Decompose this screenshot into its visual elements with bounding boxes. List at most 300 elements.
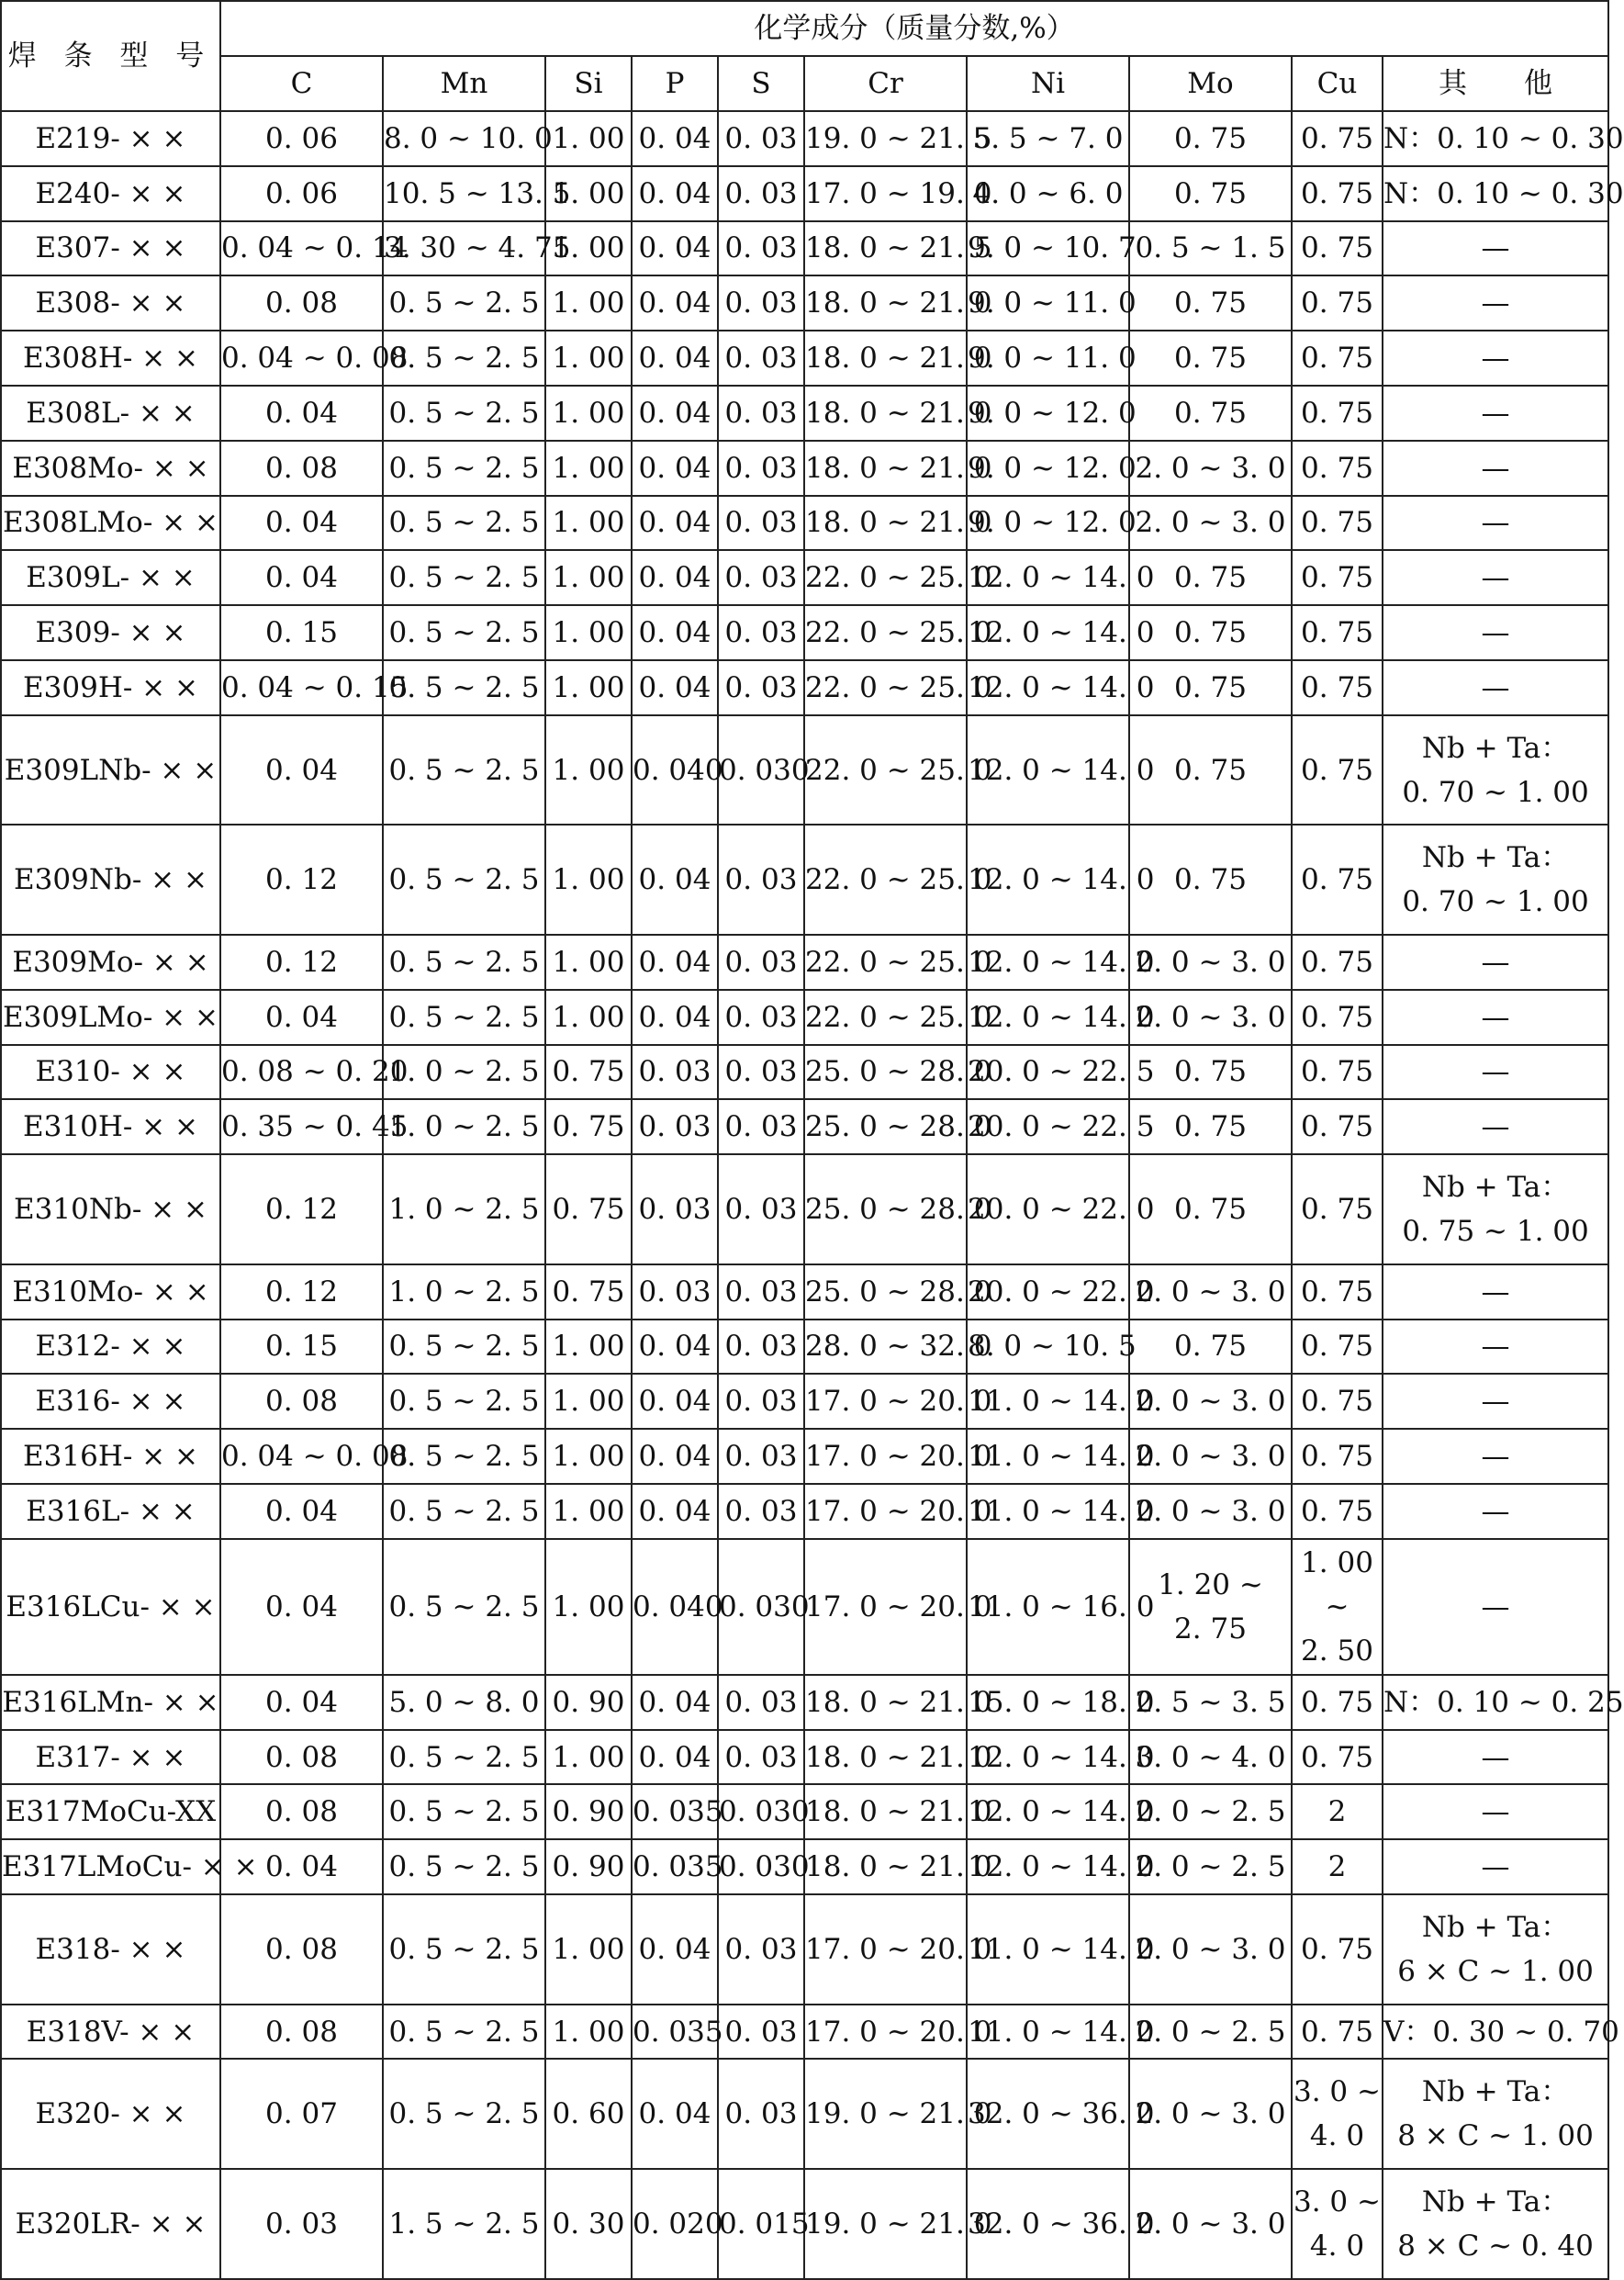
- cell-p: 0. 04: [632, 990, 718, 1045]
- cell-ni: 12. 0 ~ 14. 0: [967, 605, 1129, 660]
- cell-cu: 0. 75: [1292, 660, 1383, 715]
- cell-s: 0. 03: [718, 990, 804, 1045]
- table-body: [1, 111, 1624, 2279]
- cell-ni: 9. 0 ~ 12. 0: [967, 441, 1129, 496]
- cell-ni: 11. 0 ~ 16. 0: [967, 1539, 1129, 1675]
- header-element-cr: Cr: [804, 56, 967, 111]
- cell-cr: 17. 0 ~ 20. 0: [804, 1539, 967, 1675]
- cell-model: E308Mo- × ×: [1, 441, 220, 496]
- cell-model: E316L- × ×: [1, 1484, 220, 1539]
- cell-si: 1. 00: [545, 1374, 632, 1429]
- cell-s: 0. 03: [718, 2005, 804, 2060]
- cell-cu: 0. 75: [1292, 605, 1383, 660]
- table-row: [1, 660, 1608, 715]
- header-model: 焊 条 型 号: [1, 1, 220, 111]
- cell-c: 0. 03: [220, 2169, 383, 2279]
- cell-mo: 0. 75: [1129, 605, 1292, 660]
- cell-p: 0. 04: [632, 275, 718, 331]
- cell-mn: 0. 5 ~ 2. 5: [383, 550, 545, 605]
- cell-si: 1. 00: [545, 331, 632, 386]
- cell-mo: 0. 75: [1129, 331, 1292, 386]
- table-row: [1, 2059, 1608, 2169]
- cell-other: —: [1383, 1099, 1608, 1154]
- cell-cr: 17. 0 ~ 20. 0: [804, 1374, 967, 1429]
- cell-mn: 1. 5 ~ 2. 5: [383, 2169, 545, 2279]
- table-row: [1, 331, 1608, 386]
- cell-mo: 0. 75: [1129, 550, 1292, 605]
- cell-ni: 20. 0 ~ 22. 5: [967, 1099, 1129, 1154]
- cell-model: E310Nb- × ×: [1, 1154, 220, 1264]
- cell-mn: 0. 5 ~ 2. 5: [383, 605, 545, 660]
- cell-s: 0. 03: [718, 1429, 804, 1484]
- table-row: [1, 715, 1608, 826]
- cell-cr: 22. 0 ~ 25. 0: [804, 935, 967, 990]
- cell-cr: 22. 0 ~ 25. 0: [804, 660, 967, 715]
- table-row: [1, 550, 1608, 605]
- cell-mo: 2. 0 ~ 3. 0: [1129, 441, 1292, 496]
- cell-other: —: [1383, 1784, 1608, 1839]
- cell-ni: 20. 0 ~ 22. 5: [967, 1045, 1129, 1100]
- cell-si: 0. 90: [545, 1784, 632, 1839]
- cell-mn: 0. 5 ~ 2. 5: [383, 715, 545, 826]
- cell-s: 0. 030: [718, 715, 804, 826]
- cell-c: 0. 08: [220, 275, 383, 331]
- cell-ni: 9. 0 ~ 11. 0: [967, 275, 1129, 331]
- cell-mn: 0. 5 ~ 2. 5: [383, 1320, 545, 1375]
- header-element-c: C: [220, 56, 383, 111]
- cell-model: E317MoCu-XX: [1, 1784, 220, 1839]
- cell-p: 0. 04: [632, 221, 718, 276]
- cell-c: 0. 04: [220, 715, 383, 826]
- cell-c: 0. 08: [220, 1730, 383, 1785]
- cell-ni: 15. 0 ~ 18. 0: [967, 1675, 1129, 1730]
- cell-cu: 0. 75: [1292, 1374, 1383, 1429]
- table-row: [1, 1784, 1608, 1839]
- table-row: [1, 386, 1608, 441]
- cell-p: 0. 04: [632, 550, 718, 605]
- cell-mo: 1. 20 ~ 2. 75: [1129, 1539, 1292, 1675]
- cell-cr: 18. 0 ~ 21. 0: [804, 1730, 967, 1785]
- cell-si: 1. 00: [545, 111, 632, 166]
- cell-cu: 3. 0 ~ 4. 0: [1292, 2059, 1383, 2169]
- table-row: [1, 1320, 1608, 1375]
- cell-mo: 0. 75: [1129, 1154, 1292, 1264]
- table-row: [1, 1429, 1608, 1484]
- cell-c: 0. 04: [220, 1839, 383, 1894]
- cell-mo: 2. 5 ~ 3. 5: [1129, 1675, 1292, 1730]
- cell-mo: 2. 0 ~ 3. 0: [1129, 2059, 1292, 2169]
- cell-other: Nb + Ta： 6 × C ~ 1. 00: [1383, 1894, 1608, 2005]
- cell-s: 0. 03: [718, 1675, 804, 1730]
- cell-other: —: [1383, 605, 1608, 660]
- cell-other: —: [1383, 386, 1608, 441]
- cell-model: E316LMn- × ×: [1, 1675, 220, 1730]
- cell-cr: 18. 0 ~ 21. 5: [804, 221, 967, 276]
- cell-mn: 0. 5 ~ 2. 5: [383, 1374, 545, 1429]
- cell-s: 0. 03: [718, 1099, 804, 1154]
- cell-cu: 0. 75: [1292, 715, 1383, 826]
- cell-si: 1. 00: [545, 2005, 632, 2060]
- cell-si: 0. 90: [545, 1839, 632, 1894]
- cell-s: 0. 03: [718, 386, 804, 441]
- cell-mo: 2. 0 ~ 2. 5: [1129, 1839, 1292, 1894]
- cell-p: 0. 04: [632, 111, 718, 166]
- cell-other: Nb + Ta： 0. 70 ~ 1. 00: [1383, 825, 1608, 935]
- cell-si: 1. 00: [545, 715, 632, 826]
- cell-model: E310Mo- × ×: [1, 1264, 220, 1320]
- cell-cr: 17. 0 ~ 20. 0: [804, 2005, 967, 2060]
- cell-cr: 22. 0 ~ 25. 0: [804, 990, 967, 1045]
- cell-mn: 5. 0 ~ 8. 0: [383, 1675, 545, 1730]
- cell-si: 0. 60: [545, 2059, 632, 2169]
- cell-p: 0. 03: [632, 1045, 718, 1100]
- cell-si: 1. 00: [545, 660, 632, 715]
- table-row: [1, 1374, 1608, 1429]
- cell-other: —: [1383, 1264, 1608, 1320]
- cell-mn: 0. 5 ~ 2. 5: [383, 1730, 545, 1785]
- cell-mn: 10. 5 ~ 13. 5: [383, 166, 545, 221]
- cell-s: 0. 03: [718, 166, 804, 221]
- header-element-si: Si: [545, 56, 632, 111]
- cell-ni: 11. 0 ~ 14. 0: [967, 1429, 1129, 1484]
- cell-si: 1. 00: [545, 1539, 632, 1675]
- cell-other: —: [1383, 221, 1608, 276]
- cell-c: 0. 04: [220, 990, 383, 1045]
- cell-c: 0. 15: [220, 1320, 383, 1375]
- cell-other: Nb + Ta： 8 × C ~ 0. 40: [1383, 2169, 1608, 2279]
- cell-si: 1. 00: [545, 166, 632, 221]
- cell-p: 0. 020: [632, 2169, 718, 2279]
- cell-s: 0. 03: [718, 1374, 804, 1429]
- cell-p: 0. 03: [632, 1154, 718, 1264]
- cell-cr: 17. 0 ~ 20. 0: [804, 1429, 967, 1484]
- cell-model: E309LMo- × ×: [1, 990, 220, 1045]
- cell-cu: 0. 75: [1292, 496, 1383, 551]
- cell-cu: 0. 75: [1292, 1264, 1383, 1320]
- cell-s: 0. 03: [718, 275, 804, 331]
- cell-si: 1. 00: [545, 1320, 632, 1375]
- cell-other: —: [1383, 550, 1608, 605]
- cell-c: 0. 07: [220, 2059, 383, 2169]
- table-row: [1, 2169, 1608, 2279]
- cell-mo: 3. 0 ~ 4. 0: [1129, 1730, 1292, 1785]
- cell-model: E317LMoCu- × ×: [1, 1839, 220, 1894]
- table-row: [1, 1539, 1608, 1675]
- table-row: [1, 496, 1608, 551]
- cell-p: 0. 04: [632, 1429, 718, 1484]
- cell-mo: 2. 0 ~ 2. 5: [1129, 1784, 1292, 1839]
- cell-cu: 3. 0 ~ 4. 0: [1292, 2169, 1383, 2279]
- cell-model: E309Nb- × ×: [1, 825, 220, 935]
- cell-mo: 0. 75: [1129, 1320, 1292, 1375]
- cell-si: 0. 75: [545, 1264, 632, 1320]
- cell-model: E309LNb- × ×: [1, 715, 220, 826]
- cell-cr: 18. 0 ~ 21. 0: [804, 1784, 967, 1839]
- cell-cr: 22. 0 ~ 25. 0: [804, 605, 967, 660]
- cell-s: 0. 03: [718, 660, 804, 715]
- cell-c: 0. 12: [220, 935, 383, 990]
- cell-ni: 12. 0 ~ 14. 0: [967, 935, 1129, 990]
- cell-c: 0. 04: [220, 1675, 383, 1730]
- cell-mn: 1. 0 ~ 2. 5: [383, 1264, 545, 1320]
- cell-c: 0. 04: [220, 386, 383, 441]
- cell-other: —: [1383, 1539, 1608, 1675]
- cell-mn: 0. 5 ~ 2. 5: [383, 2005, 545, 2060]
- header-element-cu: Cu: [1292, 56, 1383, 111]
- cell-p: 0. 04: [632, 166, 718, 221]
- cell-cr: 17. 0 ~ 20. 0: [804, 1484, 967, 1539]
- cell-c: 0. 08: [220, 2005, 383, 2060]
- table-row: [1, 221, 1608, 276]
- cell-c: 0. 12: [220, 1154, 383, 1264]
- cell-ni: 12. 0 ~ 14. 0: [967, 660, 1129, 715]
- cell-mn: 0. 5 ~ 2. 5: [383, 2059, 545, 2169]
- cell-cu: 0. 75: [1292, 1675, 1383, 1730]
- cell-si: 1. 00: [545, 441, 632, 496]
- cell-s: 0. 030: [718, 1839, 804, 1894]
- cell-mn: 8. 0 ~ 10. 0: [383, 111, 545, 166]
- cell-ni: 9. 0 ~ 10. 7: [967, 221, 1129, 276]
- cell-p: 0. 04: [632, 660, 718, 715]
- cell-mo: 0. 75: [1129, 660, 1292, 715]
- cell-cu: 0. 75: [1292, 1484, 1383, 1539]
- table-row: [1, 1675, 1608, 1730]
- cell-p: 0. 04: [632, 441, 718, 496]
- cell-si: 1. 00: [545, 605, 632, 660]
- cell-model: E308LMo- × ×: [1, 496, 220, 551]
- cell-cr: 18. 0 ~ 21. 0: [804, 275, 967, 331]
- cell-s: 0. 03: [718, 221, 804, 276]
- cell-mo: 2. 0 ~ 3. 0: [1129, 1894, 1292, 2005]
- table-row: [1, 441, 1608, 496]
- cell-si: 1. 00: [545, 935, 632, 990]
- cell-mn: 0. 5 ~ 2. 5: [383, 1894, 545, 2005]
- header-element-other: 其 他: [1383, 56, 1608, 111]
- cell-s: 0. 03: [718, 1264, 804, 1320]
- cell-si: 1. 00: [545, 550, 632, 605]
- cell-si: 0. 75: [545, 1099, 632, 1154]
- cell-cr: 18. 0 ~ 21. 0: [804, 441, 967, 496]
- cell-cr: 18. 0 ~ 21. 0: [804, 1675, 967, 1730]
- cell-si: 1. 00: [545, 1484, 632, 1539]
- cell-ni: 11. 0 ~ 14. 0: [967, 1374, 1129, 1429]
- cell-model: E307- × ×: [1, 221, 220, 276]
- cell-c: 0. 04 ~ 0. 08: [220, 331, 383, 386]
- header-element-ni: Ni: [967, 56, 1129, 111]
- cell-s: 0. 03: [718, 1730, 804, 1785]
- cell-mo: 0. 75: [1129, 275, 1292, 331]
- cell-model: E219- × ×: [1, 111, 220, 166]
- table-row: [1, 1894, 1608, 2005]
- table-row: [1, 111, 1608, 166]
- cell-model: E309H- × ×: [1, 660, 220, 715]
- cell-s: 0. 03: [718, 1154, 804, 1264]
- cell-cu: 1. 00 ~ 2. 50: [1292, 1539, 1383, 1675]
- cell-s: 0. 03: [718, 1320, 804, 1375]
- cell-other: —: [1383, 1839, 1608, 1894]
- cell-mn: 0. 5 ~ 2. 5: [383, 275, 545, 331]
- cell-model: E316H- × ×: [1, 1429, 220, 1484]
- cell-c: 0. 04: [220, 550, 383, 605]
- cell-mn: 0. 5 ~ 2. 5: [383, 331, 545, 386]
- table-row: [1, 1099, 1608, 1154]
- cell-mo: 0. 75: [1129, 111, 1292, 166]
- cell-cu: 0. 75: [1292, 1730, 1383, 1785]
- cell-ni: 9. 0 ~ 12. 0: [967, 496, 1129, 551]
- cell-cu: 0. 75: [1292, 166, 1383, 221]
- header-element-mo: Mo: [1129, 56, 1292, 111]
- cell-mn: 1. 0 ~ 2. 5: [383, 1045, 545, 1100]
- cell-cr: 18. 0 ~ 21. 0: [804, 386, 967, 441]
- cell-mn: 0. 5 ~ 2. 5: [383, 386, 545, 441]
- cell-p: 0. 04: [632, 1320, 718, 1375]
- cell-ni: 32. 0 ~ 36. 0: [967, 2169, 1129, 2279]
- cell-s: 0. 03: [718, 1045, 804, 1100]
- table-header: [1, 1, 1608, 111]
- cell-s: 0. 03: [718, 825, 804, 935]
- cell-model: E310H- × ×: [1, 1099, 220, 1154]
- cell-cu: 0. 75: [1292, 1045, 1383, 1100]
- cell-c: 0. 04 ~ 0. 15: [220, 660, 383, 715]
- cell-ni: 20. 0 ~ 22. 0: [967, 1154, 1129, 1264]
- cell-mn: 0. 5 ~ 2. 5: [383, 496, 545, 551]
- table-row: [1, 2005, 1608, 2060]
- cell-cu: 0. 75: [1292, 1154, 1383, 1264]
- cell-mo: 0. 75: [1129, 825, 1292, 935]
- cell-ni: 12. 0 ~ 14. 0: [967, 715, 1129, 826]
- cell-c: 0. 04 ~ 0. 14: [220, 221, 383, 276]
- cell-ni: 32. 0 ~ 36. 0: [967, 2059, 1129, 2169]
- cell-s: 0. 03: [718, 111, 804, 166]
- cell-mo: 2. 0 ~ 3. 0: [1129, 935, 1292, 990]
- cell-mo: 2. 0 ~ 3. 0: [1129, 1374, 1292, 1429]
- cell-p: 0. 04: [632, 331, 718, 386]
- cell-ni: 4. 0 ~ 6. 0: [967, 166, 1129, 221]
- cell-p: 0. 035: [632, 1784, 718, 1839]
- cell-cr: 19. 0 ~ 21. 0: [804, 2169, 967, 2279]
- cell-si: 1. 00: [545, 221, 632, 276]
- cell-mo: 2. 0 ~ 2. 5: [1129, 2005, 1292, 2060]
- table-row: [1, 1154, 1608, 1264]
- cell-other: —: [1383, 1320, 1608, 1375]
- cell-c: 0. 08: [220, 1784, 383, 1839]
- cell-si: 0. 75: [545, 1154, 632, 1264]
- cell-cr: 17. 0 ~ 19. 0: [804, 166, 967, 221]
- cell-model: E312- × ×: [1, 1320, 220, 1375]
- cell-p: 0. 04: [632, 825, 718, 935]
- cell-mn: 0. 5 ~ 2. 5: [383, 441, 545, 496]
- cell-model: E320- × ×: [1, 2059, 220, 2169]
- cell-c: 0. 04: [220, 1539, 383, 1675]
- cell-mn: 1. 0 ~ 2. 5: [383, 1154, 545, 1264]
- cell-cu: 0. 75: [1292, 1429, 1383, 1484]
- cell-p: 0. 04: [632, 1374, 718, 1429]
- cell-ni: 20. 0 ~ 22. 0: [967, 1264, 1129, 1320]
- cell-c: 0. 15: [220, 605, 383, 660]
- cell-mn: 3. 30 ~ 4. 75: [383, 221, 545, 276]
- cell-other: —: [1383, 990, 1608, 1045]
- table-row: [1, 275, 1608, 331]
- cell-s: 0. 030: [718, 1539, 804, 1675]
- cell-cr: 22. 0 ~ 25. 0: [804, 550, 967, 605]
- cell-cr: 17. 0 ~ 20. 0: [804, 1894, 967, 2005]
- cell-mn: 0. 5 ~ 2. 5: [383, 935, 545, 990]
- cell-p: 0. 03: [632, 1264, 718, 1320]
- cell-c: 0. 12: [220, 825, 383, 935]
- cell-cr: 22. 0 ~ 25. 0: [804, 715, 967, 826]
- cell-other: —: [1383, 1730, 1608, 1785]
- cell-c: 0. 06: [220, 166, 383, 221]
- header-element-mn: Mn: [383, 56, 545, 111]
- cell-mo: 2. 0 ~ 3. 0: [1129, 990, 1292, 1045]
- cell-p: 0. 03: [632, 1099, 718, 1154]
- cell-si: 1. 00: [545, 496, 632, 551]
- cell-cr: 22. 0 ~ 25. 0: [804, 825, 967, 935]
- cell-ni: 9. 0 ~ 11. 0: [967, 331, 1129, 386]
- cell-model: E308L- × ×: [1, 386, 220, 441]
- cell-c: 0. 04: [220, 1484, 383, 1539]
- cell-cr: 19. 0 ~ 21. 5: [804, 111, 967, 166]
- cell-s: 0. 03: [718, 331, 804, 386]
- cell-ni: 12. 0 ~ 14. 0: [967, 990, 1129, 1045]
- cell-p: 0. 04: [632, 605, 718, 660]
- header-element-s: S: [718, 56, 804, 111]
- cell-si: 0. 75: [545, 1045, 632, 1100]
- cell-s: 0. 03: [718, 1484, 804, 1539]
- cell-s: 0. 03: [718, 935, 804, 990]
- table-row: [1, 1264, 1608, 1320]
- cell-p: 0. 04: [632, 935, 718, 990]
- cell-model: E316- × ×: [1, 1374, 220, 1429]
- cell-ni: 11. 0 ~ 14. 0: [967, 2005, 1129, 2060]
- cell-mo: 0. 75: [1129, 166, 1292, 221]
- cell-ni: 12. 0 ~ 14. 0: [967, 550, 1129, 605]
- cell-cu: 0. 75: [1292, 1320, 1383, 1375]
- cell-c: 0. 35 ~ 0. 45: [220, 1099, 383, 1154]
- cell-ni: 11. 0 ~ 14. 0: [967, 1894, 1129, 2005]
- cell-mn: 0. 5 ~ 2. 5: [383, 825, 545, 935]
- cell-mn: 0. 5 ~ 2. 5: [383, 1484, 545, 1539]
- cell-cr: 18. 0 ~ 21. 0: [804, 1839, 967, 1894]
- cell-ni: 12. 0 ~ 14. 0: [967, 1839, 1129, 1894]
- cell-ni: 11. 0 ~ 14. 0: [967, 1484, 1129, 1539]
- cell-p: 0. 04: [632, 386, 718, 441]
- cell-s: 0. 03: [718, 550, 804, 605]
- cell-other: N：0. 10 ~ 0. 25: [1383, 1675, 1608, 1730]
- cell-c: 0. 04 ~ 0. 08: [220, 1429, 383, 1484]
- cell-mn: 0. 5 ~ 2. 5: [383, 990, 545, 1045]
- cell-mn: 0. 5 ~ 2. 5: [383, 1784, 545, 1839]
- cell-other: Nb + Ta： 0. 75 ~ 1. 00: [1383, 1154, 1608, 1264]
- cell-cu: 0. 75: [1292, 550, 1383, 605]
- cell-mo: 0. 75: [1129, 386, 1292, 441]
- cell-other: Nb + Ta： 0. 70 ~ 1. 00: [1383, 715, 1608, 826]
- table-row: [1, 990, 1608, 1045]
- cell-mo: 2. 0 ~ 3. 0: [1129, 1264, 1292, 1320]
- cell-cu: 0. 75: [1292, 386, 1383, 441]
- cell-mo: 0. 75: [1129, 715, 1292, 826]
- cell-ni: 12. 0 ~ 14. 0: [967, 1730, 1129, 1785]
- cell-s: 0. 015: [718, 2169, 804, 2279]
- cell-model: E318V- × ×: [1, 2005, 220, 2060]
- cell-model: E240- × ×: [1, 166, 220, 221]
- cell-p: 0. 04: [632, 1730, 718, 1785]
- cell-si: 0. 90: [545, 1675, 632, 1730]
- cell-model: E308- × ×: [1, 275, 220, 331]
- cell-s: 0. 03: [718, 1894, 804, 2005]
- cell-model: E308H- × ×: [1, 331, 220, 386]
- cell-other: N：0. 10 ~ 0. 30: [1383, 111, 1608, 166]
